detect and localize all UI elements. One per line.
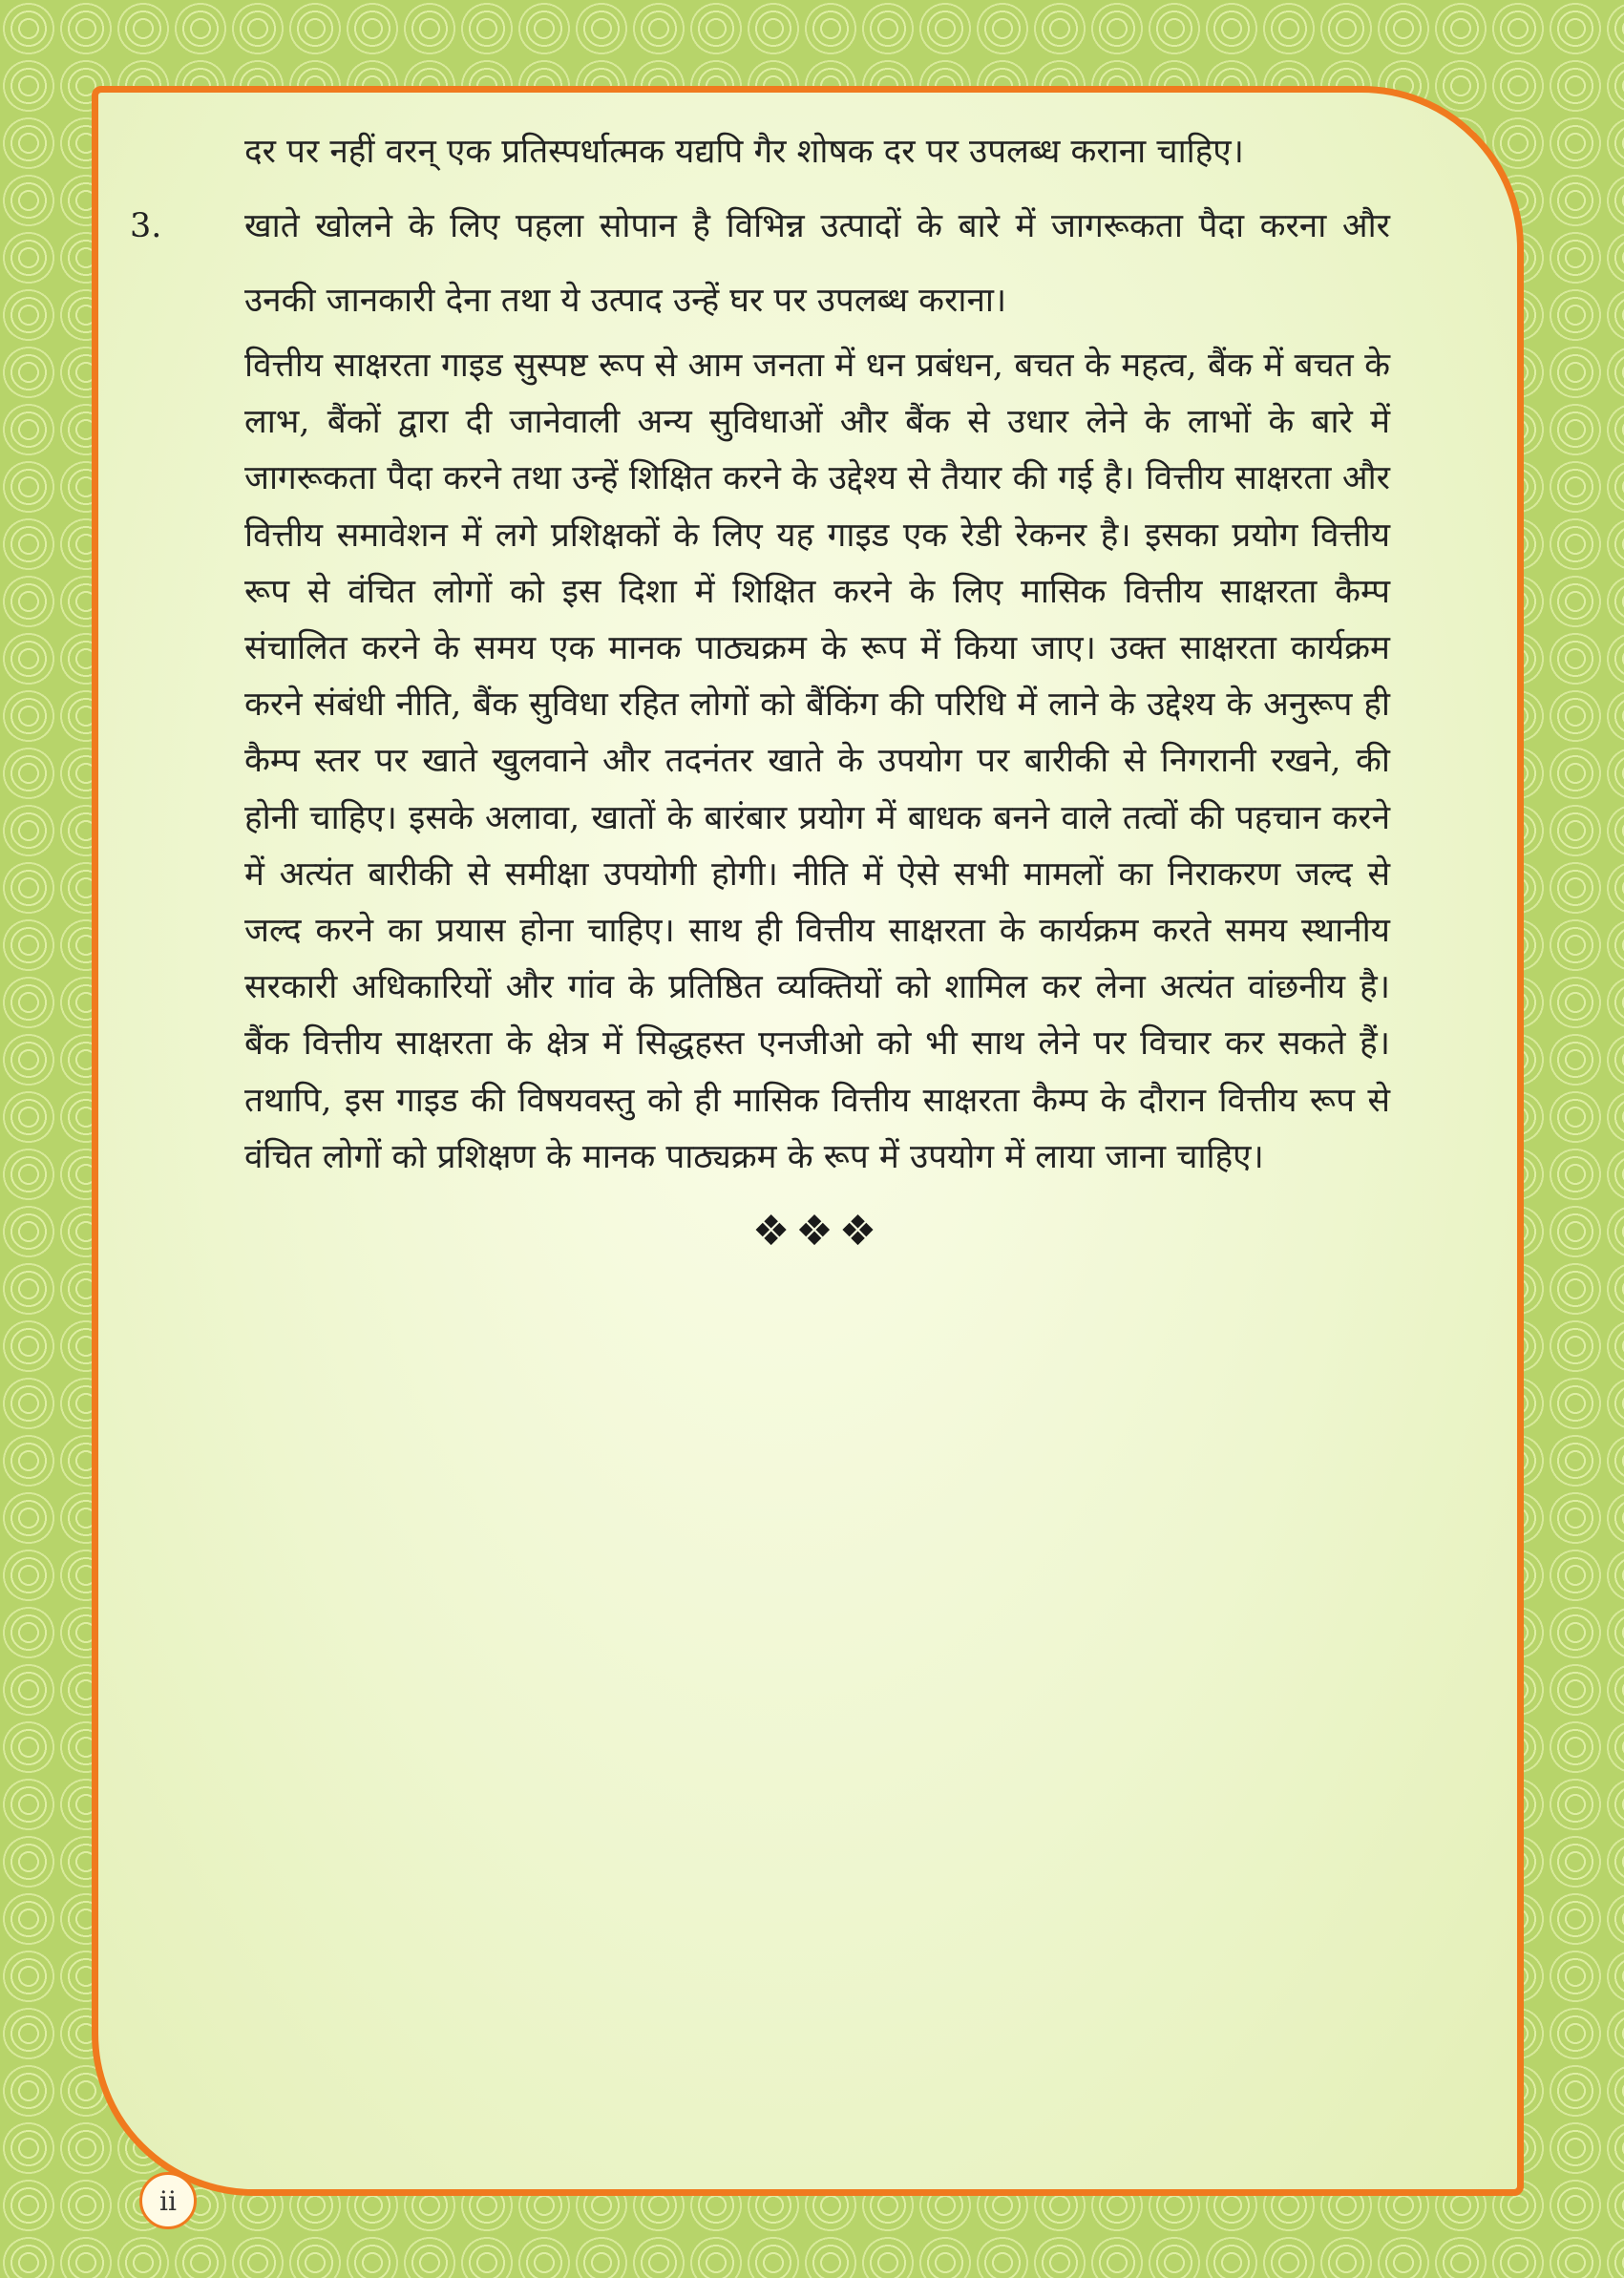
numbered-item-3 — [130, 189, 1390, 338]
item-text: खाते खोलने के लिए पहला सोपान है विभिन्न उत्पादों के बारे में जागरूकता पैदा करना और उनकी जानकारी देना तथा ये उत्पाद उन्हें घर पर उपलब्ध कराना। — [244, 207, 1390, 320]
ornament-divider: ❖❖❖ — [751, 1207, 883, 1256]
page-content — [130, 115, 1390, 1255]
page-number: ii — [159, 2184, 177, 2217]
body-paragraph: वित्तीय साक्षरता गाइड सुस्पष्ट रूप से आम जनता में धन प्रबंधन, बचत के महत्व, बैंक में बचत के लाभ, बैंकों द्वारा दी जानेवाली अन्य सुविधाओं और बैंक से उधार लेने के लाभों के बारे में जागरूकता पैदा करने तथा उन्हें शिक्षित करने के उद्देश्य से तैयार की गई है। वित्तीय साक्षरता और वित्तीय समावेशन में लगे प्रशिक्षकों के लिए यह गाइड एक रेडी रेकनर है। इसका प्रयोग वित्तीय रूप से वंचित लोगों को इस दिशा में शिक्षित करने के लिए मासिक वित्तीय साक्षरता कैम्प संचालित करने के समय एक मानक पाठ्यक्रम के रूप में किया जाए। उक्त साक्षरता कार्यक्रम करने संबंधी नीति, बैंक सुविधा रहित लोगों को बैंकिंग की परिधि में लाने के उद्देश्य के अनुरूप ही कैम्प स्तर पर खाते खुलवाने और तदनंतर खाते के उपयोग पर बारीकी से निगरानी रखने, की होनी चाहिए। इसके अलावा, खातों के बारंबार प्रयोग में बाधक बनने वाले तत्वों की पहचान करने में अत्यंत बारीकी से समीक्षा उपयोगी होगी। नीति में ऐसे सभी मामलों का निराकरण जल्द से जल्द करने का प्रयास होना चाहिए। साथ ही वित्तीय साक्षरता के कार्यक्रम करते समय स्थानीय सरकारी अधिकारियों और गांव के प्रतिष्ठित व्यक्तियों को शामिल कर लेना अत्यंत वांछनीय है। बैंक वित्तीय साक्षरता के क्षेत्र में सिद्धहस्त एनजीओ को भी साथ लेने पर विचार कर सकते हैं। तथापि, इस गाइड की विषयवस्तु को ही मासिक वित्तीय साक्षरता कैम्प के दौरान वित्तीय रूप से वंचित लोगों को प्रशिक्षण के मानक पाठ्यक्रम के रूप में उपयोग में लाया जाना चाहिए। — [244, 347, 1390, 1176]
item-number: 3. — [130, 207, 162, 245]
page-number-badge — [139, 2172, 197, 2229]
continuation-paragraph: दर पर नहीं वरन् एक प्रतिस्पर्धात्मक यद्यपि गैर शोषक दर पर उपलब्ध कराना चाहिए। — [244, 133, 1244, 171]
